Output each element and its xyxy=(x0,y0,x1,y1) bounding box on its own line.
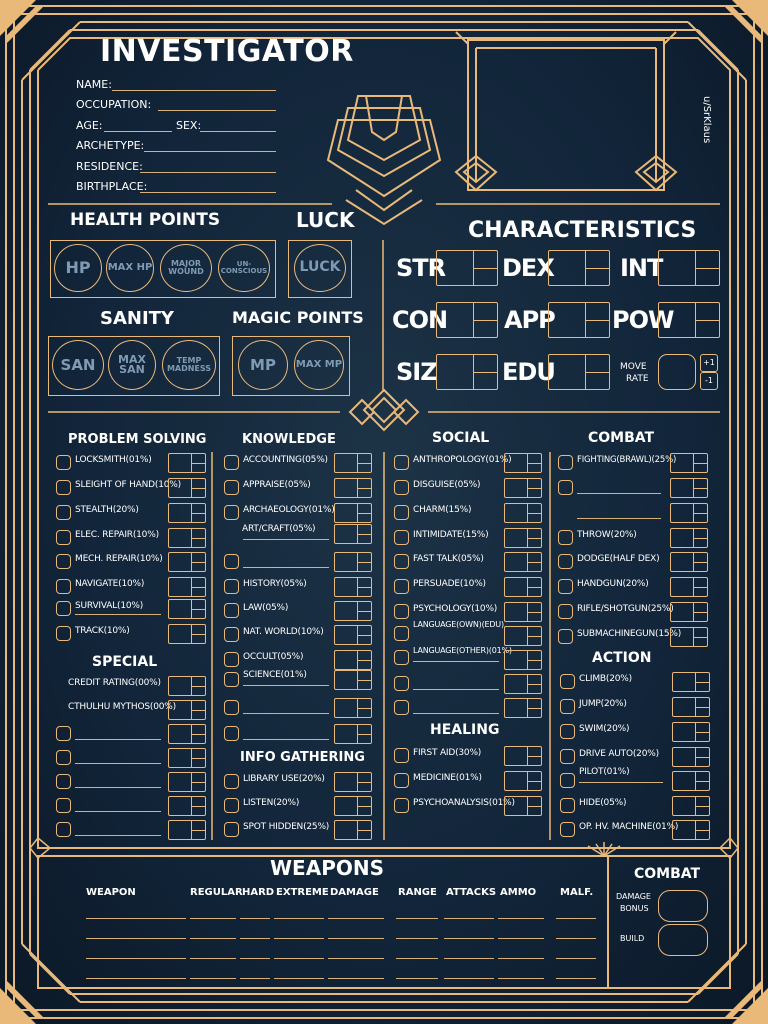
skill-blank-combat-1[interactable] xyxy=(558,478,712,498)
archetype-label: ARCHETYPE: xyxy=(76,139,145,152)
weapon-cell-r3-c7[interactable] xyxy=(444,958,494,959)
weapon-cell-r2-c8[interactable] xyxy=(498,938,544,939)
skill-spot-hidden[interactable]: SPOT HIDDEN(25%) xyxy=(224,820,376,840)
skill-credit-rating[interactable]: CREDIT RATING(00%) xyxy=(56,676,208,696)
weapon-cell-r2-c1[interactable] xyxy=(86,938,186,939)
skill-intimidate[interactable]: INTIMIDATE(15%) xyxy=(394,528,544,548)
unconscious-token[interactable]: UN-CONSCIOUS xyxy=(218,244,270,292)
skill-submachinegun[interactable]: SUBMACHINEGUN(15%) xyxy=(558,627,712,647)
knowledge-title: KNOWLEDGE xyxy=(242,432,336,447)
move-plus-box[interactable]: +1 xyxy=(700,354,718,372)
skill-blank-knowledge-1[interactable] xyxy=(224,552,376,572)
dex-label: DEX xyxy=(502,254,554,282)
skill-blank-special-5[interactable] xyxy=(56,820,208,840)
weapon-col-range: RANGE xyxy=(398,887,437,898)
skill-fighting-brawl[interactable]: FIGHTING(BRAWL)(25%) xyxy=(558,453,712,473)
problem-solving-title: PROBLEM SOLVING xyxy=(68,432,207,447)
portrait-area[interactable] xyxy=(478,52,654,178)
skill-blank-special-4[interactable] xyxy=(56,796,208,816)
skill-sleight-of-hand[interactable]: SLEIGHT OF HAND(10%) xyxy=(56,478,208,498)
combat-box-title: COMBAT xyxy=(634,866,701,882)
san-token[interactable]: SAN xyxy=(52,340,104,390)
weapon-cell-r1-c4[interactable] xyxy=(274,918,324,919)
con-box[interactable] xyxy=(436,302,498,338)
weapon-col-extreme: EXTREME xyxy=(276,887,329,898)
max-hp-token[interactable]: MAX HP xyxy=(106,244,154,292)
skill-medicine[interactable]: MEDICINE(01%) xyxy=(394,771,544,791)
int-label: INT xyxy=(620,254,663,282)
skill-science[interactable]: SCIENCE(01%) xyxy=(224,670,376,690)
weapon-cell-r2-c2[interactable] xyxy=(190,938,236,939)
weapon-cell-r2-c9[interactable] xyxy=(556,938,596,939)
skill-survival[interactable]: SURVIVAL(10%) xyxy=(56,599,208,619)
skill-locksmith[interactable]: LOCKSMITH(01%) xyxy=(56,453,208,473)
skill-blank-social-2[interactable] xyxy=(394,698,544,718)
edu-box[interactable] xyxy=(548,354,610,390)
move-rate-box[interactable] xyxy=(658,354,696,390)
siz-box[interactable] xyxy=(436,354,498,390)
author-credit: u/SrKlaus xyxy=(701,96,712,144)
weapon-cell-r4-c7[interactable] xyxy=(444,978,494,979)
weapon-cell-r1-c5[interactable] xyxy=(328,918,384,919)
occupation-field[interactable] xyxy=(158,110,276,111)
weapon-col-malf: MALF. xyxy=(560,887,594,898)
weapon-cell-r4-c9[interactable] xyxy=(556,978,596,979)
weapon-col-damage: DAMAGE xyxy=(330,887,379,898)
occupation-label: OCCUPATION: xyxy=(76,98,152,111)
weapon-cell-r4-c5[interactable] xyxy=(328,978,384,979)
weapon-col-weapon: WEAPON xyxy=(86,887,136,898)
special-title: SPECIAL xyxy=(92,654,158,670)
weapon-cell-r3-c8[interactable] xyxy=(498,958,544,959)
app-label: APP xyxy=(504,306,555,334)
skill-handgun[interactable]: HANDGUN(20%) xyxy=(558,577,712,597)
skill-language-own[interactable]: LANGUAGE(OWN)(EDU) xyxy=(394,620,544,640)
age-field[interactable] xyxy=(104,131,172,132)
app-box[interactable] xyxy=(548,302,610,338)
skill-drive-auto[interactable]: DRIVE AUTO(20%) xyxy=(560,747,712,767)
weapon-cell-r4-c8[interactable] xyxy=(498,978,544,979)
weapon-cell-r1-c2[interactable] xyxy=(190,918,236,919)
skill-occult[interactable]: OCCULT(05%) xyxy=(224,650,376,670)
healing-title: HEALING xyxy=(430,722,500,738)
sex-label: SEX: xyxy=(176,119,202,132)
skill-accounting[interactable]: ACCOUNTING(05%) xyxy=(224,453,376,473)
magic-points-title: MAGIC POINTS xyxy=(232,308,364,327)
skill-jump[interactable]: JUMP(20%) xyxy=(560,697,712,717)
weapon-cell-r4-c1[interactable] xyxy=(86,978,186,979)
health-points-title: HEALTH POINTS xyxy=(70,210,221,230)
skill-hide[interactable]: HIDE(05%) xyxy=(560,796,712,816)
weapon-col-hard: HARD xyxy=(242,887,275,898)
skill-psychology[interactable]: PSYCHOLOGY(10%) xyxy=(394,602,544,622)
move-label: MOVE xyxy=(620,362,647,372)
weapon-cell-r3-c1[interactable] xyxy=(86,958,186,959)
skill-blank-combat-2[interactable] xyxy=(558,503,712,523)
page-title: INVESTIGATOR xyxy=(100,34,354,69)
sex-field[interactable] xyxy=(200,131,276,132)
weapon-cell-r4-c6[interactable] xyxy=(396,978,438,979)
skill-throw[interactable]: THROW(20%) xyxy=(558,528,712,548)
skill-language-other[interactable]: LANGUAGE(OTHER)(01%) xyxy=(394,646,544,666)
build-label: BUILD xyxy=(620,934,645,943)
sanity-title: SANITY xyxy=(100,308,174,329)
skill-blank-knowledge-2[interactable] xyxy=(224,698,376,718)
skill-library-use[interactable]: LIBRARY USE(20%) xyxy=(224,772,376,792)
build-box[interactable] xyxy=(658,924,708,956)
skill-blank-special-2[interactable] xyxy=(56,748,208,768)
skill-art-craft[interactable]: ART/CRAFT(05%) xyxy=(224,524,376,544)
skill-persuade[interactable]: PERSUADE(10%) xyxy=(394,577,544,597)
weapon-cell-r3-c4[interactable] xyxy=(274,958,324,959)
skill-elec-repair[interactable]: ELEC. REPAIR(10%) xyxy=(56,528,208,548)
weapon-cell-r1-c1[interactable] xyxy=(86,918,186,919)
bonus-label: BONUS xyxy=(620,904,649,913)
weapon-cell-r3-c3[interactable] xyxy=(240,958,270,959)
skill-op-hv-machine[interactable]: OP. HV. MACHINE(01%) xyxy=(560,820,712,840)
skill-listen[interactable]: LISTEN(20%) xyxy=(224,796,376,816)
weapon-cell-r1-c9[interactable] xyxy=(556,918,596,919)
skill-dodge[interactable]: DODGE(HALF DEX) xyxy=(558,552,712,572)
skill-archaeology[interactable]: ARCHAEOLOGY(01%) xyxy=(224,503,376,523)
mp-token[interactable]: MP xyxy=(238,340,288,390)
weapons-title: WEAPONS xyxy=(270,856,385,880)
weapon-cell-r2-c5[interactable] xyxy=(328,938,384,939)
name-label: NAME: xyxy=(76,78,112,91)
weapon-cell-r4-c4[interactable] xyxy=(274,978,324,979)
weapon-col-attacks: ATTACKS xyxy=(446,887,497,898)
weapon-cell-r4-c2[interactable] xyxy=(190,978,236,979)
skill-navigate[interactable]: NAVIGATE(10%) xyxy=(56,577,208,597)
weapon-cell-r3-c5[interactable] xyxy=(328,958,384,959)
weapon-cell-r2-c7[interactable] xyxy=(444,938,494,939)
weapon-cell-r1-c8[interactable] xyxy=(498,918,544,919)
skill-rifle-shotgun[interactable]: RIFLE/SHOTGUN(25%) xyxy=(558,602,712,622)
skill-nat-world[interactable]: NAT. WORLD(10%) xyxy=(224,625,376,645)
skill-charm[interactable]: CHARM(15%) xyxy=(394,503,544,523)
weapon-col-ammo: AMMO xyxy=(500,887,537,898)
weapon-cell-r3-c6[interactable] xyxy=(396,958,438,959)
residence-field[interactable] xyxy=(140,172,276,173)
weapon-cell-r3-c2[interactable] xyxy=(190,958,236,959)
birthplace-label: BIRTHPLACE: xyxy=(76,180,148,193)
luck-token[interactable]: LUCK xyxy=(294,244,346,292)
skill-blank-social-1[interactable] xyxy=(394,674,544,694)
str-label: STR xyxy=(396,254,446,282)
weapon-cell-r3-c9[interactable] xyxy=(556,958,596,959)
skill-blank-knowledge-3[interactable] xyxy=(224,724,376,744)
info-gathering-title: INFO GATHERING xyxy=(240,750,365,765)
birthplace-field[interactable] xyxy=(140,192,276,193)
weapon-cell-r2-c3[interactable] xyxy=(240,938,270,939)
con-label: CON xyxy=(392,306,448,334)
skill-disguise[interactable]: DISGUISE(05%) xyxy=(394,478,544,498)
skill-anthropology[interactable]: ANTHROPOLOGY(01%) xyxy=(394,453,544,473)
archetype-field[interactable] xyxy=(144,151,276,152)
hp-token[interactable]: HP xyxy=(54,244,102,292)
skill-history[interactable]: HISTORY(05%) xyxy=(224,577,376,597)
skill-track[interactable]: TRACK(10%) xyxy=(56,624,208,644)
damage-bonus-box[interactable] xyxy=(658,890,708,922)
skill-cthulhu-mythos[interactable]: CTHULHU MYTHOS(00%) xyxy=(56,700,208,720)
skill-blank-special-3[interactable] xyxy=(56,772,208,792)
weapon-cell-r1-c6[interactable] xyxy=(396,918,438,919)
skill-mech-repair[interactable]: MECH. REPAIR(10%) xyxy=(56,552,208,572)
pow-box[interactable] xyxy=(658,302,720,338)
edu-label: EDU xyxy=(502,358,555,386)
weapon-cell-r4-c3[interactable] xyxy=(240,978,270,979)
int-box[interactable] xyxy=(658,250,720,286)
combat-skills-title: COMBAT xyxy=(588,430,655,446)
skill-law[interactable]: LAW(05%) xyxy=(224,601,376,621)
name-field[interactable] xyxy=(112,90,276,91)
temp-madness-token[interactable]: TEMP MADNESS xyxy=(162,340,216,390)
damage-label: DAMAGE xyxy=(616,892,651,901)
action-title: ACTION xyxy=(592,650,652,666)
major-wound-token[interactable]: MAJOR WOUND xyxy=(160,244,212,292)
weapon-cell-r2-c4[interactable] xyxy=(274,938,324,939)
siz-label: SIZ xyxy=(396,358,437,386)
characteristics-title: CHARACTERISTICS xyxy=(468,218,697,243)
skill-blank-special-1[interactable] xyxy=(56,724,208,744)
max-mp-token[interactable]: MAX MP xyxy=(294,340,344,390)
skill-pilot[interactable]: PILOT(01%) xyxy=(560,767,712,787)
age-label: AGE: xyxy=(76,119,103,132)
social-title: SOCIAL xyxy=(432,430,490,446)
weapon-cell-r1-c3[interactable] xyxy=(240,918,270,919)
move-minus-box[interactable]: -1 xyxy=(700,372,718,390)
luck-title: LUCK xyxy=(296,208,355,232)
skill-stealth[interactable]: STEALTH(20%) xyxy=(56,503,208,523)
weapon-cell-r2-c6[interactable] xyxy=(396,938,438,939)
skill-swim[interactable]: SWIM(20%) xyxy=(560,722,712,742)
skill-psychoanalysis[interactable]: PSYCHOANALYSIS(01%) xyxy=(394,796,544,816)
dex-box[interactable] xyxy=(548,250,610,286)
max-san-token[interactable]: MAX SAN xyxy=(108,340,156,390)
weapon-col-regular: REGULAR xyxy=(190,887,243,898)
skill-fast-talk[interactable]: FAST TALK(05%) xyxy=(394,552,544,572)
skill-climb[interactable]: CLIMB(20%) xyxy=(560,672,712,692)
weapon-cell-r1-c7[interactable] xyxy=(444,918,494,919)
skill-first-aid[interactable]: FIRST AID(30%) xyxy=(394,746,544,766)
residence-label: RESIDENCE: xyxy=(76,160,143,173)
pow-label: POW xyxy=(612,306,674,334)
rate-label: RATE xyxy=(626,374,649,384)
skill-appraise[interactable]: APPRAISE(05%) xyxy=(224,478,376,498)
str-box[interactable] xyxy=(436,250,498,286)
